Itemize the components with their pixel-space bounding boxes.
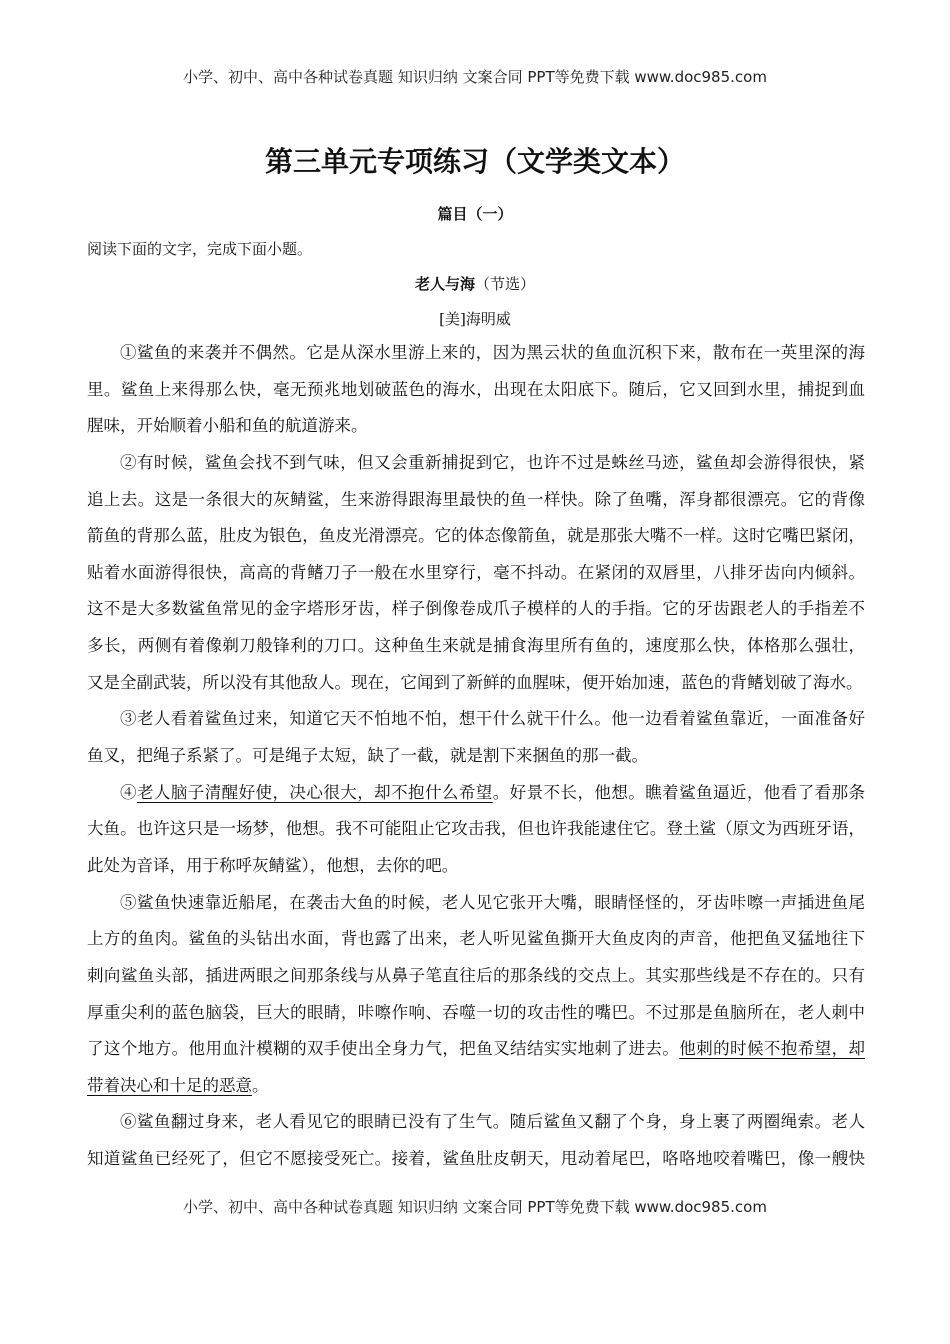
- text-segment: ⑥鲨鱼翻过身来，老人看见它的眼睛已没有了生气。随后鲨鱼又翻了个身，身上裹了两圈绳索。老人: [120, 1112, 865, 1132]
- text-segment: 这不是大多数鲨鱼常见的金字塔形牙齿，样子倒像卷成爪子模样的人的手指。它的牙齿跟老人的手指差不: [87, 599, 865, 619]
- text-segment: 知道鲨鱼已经死了，但它不愿接受死亡。接着，鲨鱼肚皮朝天，甩动着尾巴，咯咯地咬着嘴巴，像一艘快: [87, 1149, 865, 1169]
- page-footer: 小学、初中、高中各种试卷真题 知识归纳 文案合同 PPT等免费下载 www.doc985.com: [183, 1198, 767, 1216]
- text-line: [87, 450, 865, 487]
- text-segment: 上方的鱼肉。鲨鱼的头钻出水面，背也露了出来，老人听见鲨鱼撕开大鱼皮肉的声音，他把鱼叉猛地往下: [87, 929, 865, 949]
- story-title: [0, 273, 950, 294]
- text-segment: ④: [120, 782, 137, 802]
- text-segment: 里。鲨鱼上来得那么快，毫无预兆地划破蓝色的海水，出现在太阳底下。随后，它又回到水里，捕捉到血: [87, 379, 865, 399]
- text-line: [87, 706, 865, 743]
- text-segment: ③老人看着鲨鱼过来，知道它天不怕地不怕，想干什么就干什么。他一边看着鲨鱼靠近，一面准备好: [120, 709, 865, 729]
- text-line: [87, 890, 865, 927]
- text-segment: 刺向鲨鱼头部，插进两眼之间那条线与从鼻子笔直往后的那条线的交点上。其实那些线是不存在的。只有: [87, 965, 865, 985]
- text-segment: 鱼叉，把绳子系紧了。可是绳子太短，缺了一截，就是割下来捆鱼的那一截。: [87, 746, 648, 766]
- text-segment: 大鱼。也许这只是一场梦，他想。我不可能阻止它攻击我，但也许我能逮住它。登土鲨（原文为西班牙语，: [87, 819, 865, 839]
- story-title-text: 老人与海: [414, 275, 475, 293]
- text-segment: 又是全副武装，所以没有其他敌人。现在，它闻到了新鲜的血腥味，便开始加速，蓝色的背鳍划破了海水。: [87, 672, 863, 692]
- underlined-text: 带着决心和十足的恶意: [87, 1075, 252, 1095]
- text-segment: 腥味，开始顺着小船和鱼的航道游来。: [87, 416, 368, 436]
- text-segment: 此处为音译，用于称呼灰鲭鲨），他想，去你的吧。: [87, 855, 459, 875]
- underlined-text: 老人脑子清醒好使，决心很大，却不抱什么希望: [136, 782, 493, 802]
- text-line: [87, 633, 865, 670]
- text-line: [87, 560, 865, 597]
- text-segment: ⑤鲨鱼快速靠近船尾，在袭击大鱼的时候，老人见它张开大嘴，眼睛怪怪的，牙齿咔嚓一声插进鱼尾: [120, 892, 865, 912]
- text-segment: 厚重尖利的蓝色脑袋，巨大的眼睛，咔嚓作响、吞噬一切的攻击性的嘴巴。不过那是鱼脑所在，老人刺中: [87, 1002, 865, 1022]
- text-line: [87, 413, 865, 450]
- text-line: [87, 1000, 865, 1037]
- text-line: [87, 926, 865, 963]
- text-segment: ①鲨鱼的来袭并不偶然。它是从深水里游上来的，因为黑云状的鱼血沉积下来，散布在一英里深的海: [120, 343, 865, 362]
- story-title-note: （节选）: [475, 275, 536, 293]
- text-segment: 。好景不长，他想。瞧着鲨鱼逼近，他看了看那条: [492, 782, 866, 802]
- text-line: [87, 1146, 865, 1183]
- text-line: [87, 743, 865, 780]
- text-line: [87, 487, 865, 524]
- story-author: [美]海明威: [439, 310, 511, 328]
- text-line: [87, 1036, 865, 1073]
- text-line: [87, 963, 865, 1000]
- story-body: [87, 340, 865, 1183]
- underlined-text: 他刺的时候不抱希望，却: [679, 1039, 866, 1059]
- text-line: [87, 340, 865, 377]
- text-segment: 。: [252, 1075, 269, 1095]
- text-segment: 追上去。这是一条很大的灰鲭鲨，生来游得跟海里最快的鱼一样快。除了鱼嘴，浑身都很漂亮。它的背像: [87, 489, 865, 509]
- text-segment: ②有时候，鲨鱼会找不到气味，但又会重新捕捉到它，也许不过是蛛丝马迹，鲨鱼却会游得很快，紧: [120, 452, 865, 472]
- text-line: [87, 523, 865, 560]
- text-segment: 多长，两侧有着像剃刀般锋利的刀口。这种鱼生来就是捕食海里所有鱼的，速度那么快，体格那么强壮，: [87, 636, 865, 656]
- page-title: 第三单元专项练习（文学类文本）: [264, 145, 685, 178]
- text-segment: 了这个地方。他用血汁模糊的双手使出全身力气，把鱼叉结结实实地刺了进去。: [87, 1039, 680, 1059]
- text-segment: 贴着水面游得很快，高高的背鳍刀子一般在水里穿行，毫不抖动。在紧闭的双唇里，八排牙齿向内倾斜。: [87, 562, 865, 582]
- text-line: [87, 1073, 865, 1110]
- text-line: [87, 596, 865, 633]
- section-subtitle: 篇目（一）: [437, 205, 513, 223]
- instruction-text: 阅读下面的文字，完成下面小题。: [87, 240, 313, 258]
- text-line: [87, 1109, 865, 1146]
- text-line: [87, 377, 865, 414]
- text-line: [87, 853, 865, 890]
- text-line: [87, 816, 865, 853]
- text-line: [87, 780, 865, 817]
- text-line: [87, 670, 865, 707]
- text-segment: 箭鱼的背那么蓝，肚皮为银色，鱼皮光滑漂亮。它的体态像箭鱼，就是那张大嘴不一样。这时它嘴巴紧闭，: [87, 526, 865, 546]
- page-header: 小学、初中、高中各种试卷真题 知识归纳 文案合同 PPT等免费下载 www.doc985.com: [183, 68, 767, 86]
